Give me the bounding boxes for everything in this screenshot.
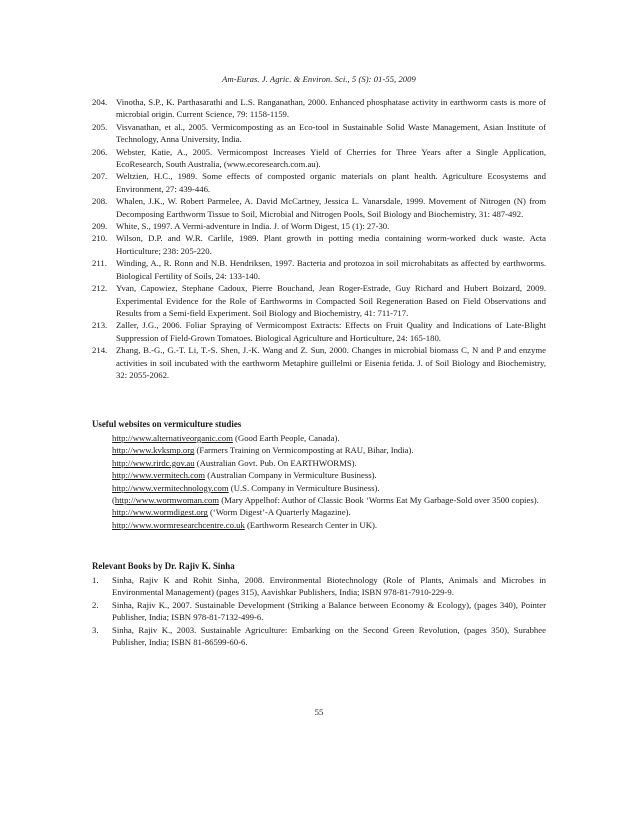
website-link[interactable]: http://www.wormresearchcentre.co.uk — [112, 519, 245, 530]
website-link[interactable]: http://www.wormdigest.org — [112, 507, 208, 518]
website-description: (U.S. Company in Vermiculture Business). — [228, 482, 380, 493]
book-text: Sinha, Rajiv K and Rohit Sinha, 2008. Environmental Biotechnology (Role of Plants, Animals and Microbes in Environmental Management) (pages 315), Aavishkar Publishers, India; ISBN 978-81-7910-229-9. — [112, 575, 546, 598]
website-link[interactable]: http://www.vermitech.com — [112, 470, 206, 481]
reference-text: Webster, Katie, A., 2005. Vermicompost Increases Yield of Cherries for Three Years after a Single Application, EcoResearch, South Australia, (www.ecoresearch.com.au). — [116, 146, 546, 170]
reference-number: 211. — [92, 258, 107, 269]
reference-text: Vinotha, S.P., K. Parthasarathi and L.S. Ranganathan, 2000. Enhanced phosphatase activity in earthworm casts is more of microbial origin. Current Science, 79: 1158-1159. — [116, 97, 546, 120]
reference-item — [92, 220, 546, 232]
reference-number: 205. — [92, 121, 108, 132]
reference-item — [92, 344, 546, 381]
website-description: (Mary Appelhof: Author of Classic Book ‘Worms Eat My Garbage-Sold over 3500 copies). — [219, 495, 539, 506]
reference-text: Whalen, J.K., W. Robert Parmelee, A. David McCartney, Jessica L. Vanarsdale, 1999. Movement of Nitrogen (N) from Decomposing Earthworm Tissue to Soil, Microbial and Nitrogen Pools, Soil Biology and Biochemistry, 31: 487-492. — [116, 196, 546, 219]
website-description: (Australian Company in Vermiculture Business). — [205, 470, 377, 481]
websites-heading: Useful websites on vermiculture studies — [92, 419, 242, 429]
website-description: (Earthworm Research Center in UK). — [244, 519, 378, 530]
reference-list — [92, 96, 546, 381]
running-header: Am-Euras. J. Agric. & Environ. Sci., 5 (S): 01-55, 2009 — [222, 74, 416, 84]
website-item — [112, 457, 546, 469]
reference-text: Zhang, B.-G., G.-T. Li, T.-S. Shen, J.-K. Wang and Z. Sun, 2000. Changes in microbial biomass C, N and P and enzyme activities in soil incubated with the earthworm Metaphire guillelmi or Eisenia fetida. J. of Soil Biology and Biochemistry, 32: 2055-2062. — [116, 345, 546, 380]
website-prefix: ( — [112, 495, 115, 506]
website-description: (‘Worm Digest’-A Quarterly Magazine). — [207, 507, 351, 518]
reference-number: 213. — [92, 320, 108, 331]
books-section — [92, 560, 546, 648]
reference-number: 214. — [92, 345, 108, 356]
reference-item — [92, 170, 546, 195]
reference-number: 206. — [92, 146, 108, 157]
reference-item — [92, 319, 546, 344]
reference-text: White, S., 1997. A Vermi-adventure in India. J. of Worm Digest, 15 (1): 27-30. — [116, 221, 390, 232]
website-item — [112, 469, 546, 481]
book-number: 1. — [92, 575, 99, 585]
website-link[interactable]: http://www.alternativeorganic.com — [112, 433, 233, 443]
website-link[interactable]: http://www.vermitechnology.com — [112, 482, 229, 493]
book-text: Sinha, Rajiv K., 2003. Sustainable Agriculture: Embarking on the Second Green Revolution, (pages 350), Surabhee Publisher, India; ISBN 81-86599-60-6. — [112, 624, 546, 648]
books-heading: Relevant Books by Dr. Rajiv K. Sinha — [92, 561, 235, 571]
book-item — [92, 574, 546, 599]
reference-text: Yvan, Capowiez, Stephane Cadoux, Pierre Bouchand, Jean Roger-Estrade, Guy Richard and Hubert Boizard, 2009. Experimental Evidence for the Role of Earthworms in Compacted Soil Regeneration Based on Field Observations and Results from a Semi-field Experiment. Soil Biology and Biochemistry, 41: 711-717. — [116, 283, 546, 318]
reference-number: 208. — [92, 196, 108, 207]
reference-item — [92, 121, 546, 146]
page-number: 55 — [314, 707, 324, 717]
book-number: 3. — [92, 624, 99, 635]
website-description: (Australian Govt. Pub. On EARTHWORMS). — [194, 457, 357, 468]
reference-text: Visvanathan, et al., 2005. Vermicomposting as an Eco-tool in Sustainable Solid Waste Management, Asian Institute of Technology, Anna University, India. — [116, 121, 546, 145]
reference-number: 209. — [92, 221, 108, 232]
website-item — [112, 432, 546, 444]
reference-number: 204. — [92, 97, 108, 107]
websites-list — [92, 432, 546, 531]
website-item — [112, 519, 546, 531]
reference-text: Zaller, J.G., 2006. Foliar Spraying of Vermicompost Extracts: Effects on Fruit Quality and Indications of Late-Blight Suppression of Field-Grown Tomatoes. Biological Agriculture and Horticulture, 24: 165-180. — [116, 320, 546, 343]
book-number: 2. — [92, 599, 99, 610]
reference-item — [92, 146, 546, 171]
book-item — [92, 624, 546, 649]
websites-section — [92, 418, 546, 531]
website-item — [112, 444, 546, 456]
reference-number: 207. — [92, 171, 108, 182]
books-list — [92, 574, 546, 648]
reference-item — [92, 232, 546, 257]
reference-item — [92, 195, 546, 220]
website-item — [112, 506, 546, 518]
reference-text: Wilson, D.P. and W.R. Carlile, 1989. Plant growth in potting media containing worm-worked duck waste. Acta Horticulture; 238: 205-220. — [116, 233, 546, 256]
reference-text: Weltzien, H.C., 1989. Some effects of composted organic materials on plant health. Agriculture Ecosystems and Environment, 27: 439-446. — [116, 171, 546, 194]
website-description: (Farmers Training on Vermicomposting at RAU, Bihar, India). — [194, 445, 414, 456]
book-item — [92, 599, 546, 624]
reference-text: Winding, A., R. Ronn and N.B. Hendriksen, 1997. Bacteria and protozoa in soil microhabitats as affected by earthworms. Biological Fertility of Soils, 24: 133-140. — [116, 258, 546, 281]
reference-number: 210. — [92, 233, 108, 244]
reference-number: 212. — [92, 283, 108, 294]
website-description: (Good Earth People, Canada). — [232, 433, 340, 443]
website-item — [112, 494, 546, 506]
reference-item — [92, 282, 546, 319]
website-link[interactable]: http://www.rirdc.gov.au — [112, 457, 195, 468]
website-link[interactable]: http://www.kvksmp.org — [112, 445, 195, 456]
reference-item — [92, 257, 546, 282]
website-item — [112, 482, 546, 494]
reference-item — [92, 96, 546, 121]
website-link[interactable]: http://www.wormwoman.com — [114, 495, 220, 506]
book-text: Sinha, Rajiv K., 2007. Sustainable Development (Striking a Balance between Economy & Ecology), (pages 340), Pointer Publisher, India; ISBN 978-81-7132-499-6. — [112, 599, 546, 623]
